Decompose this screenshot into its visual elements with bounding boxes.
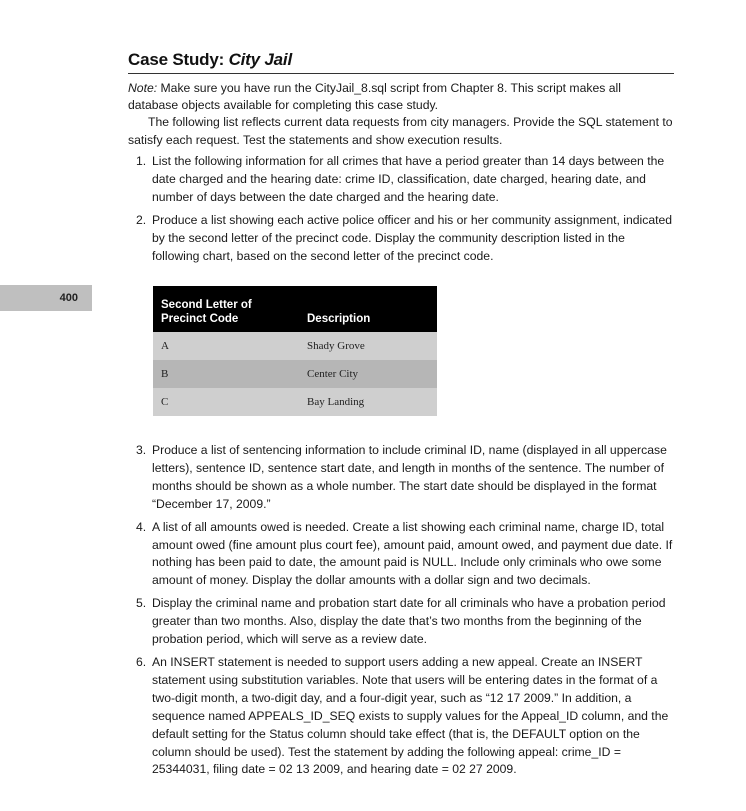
case-study-title [128,50,674,74]
cell-description: Center City [299,360,437,388]
list-item [128,595,674,649]
list-item [128,654,674,779]
list-item [128,153,674,207]
table-header-row [153,286,437,332]
header-second-letter: Second Letter of Precinct Code [153,286,299,332]
intro-section [128,80,674,149]
cell-letter: B [153,360,299,388]
item-text: List the following information for all crimes that have a period greater than 14 days between the date charged and the hearing date: crime ID, classification, date charged, hearing date, and number of days between the date charged and the hearing date. [152,154,665,204]
table-row [153,332,437,360]
item-number: 4. [136,519,147,534]
list-item [128,212,674,266]
item-number: 3. [136,443,147,457]
cell-description: Bay Landing [299,388,437,416]
cell-letter: A [153,332,299,360]
table-row [153,360,437,388]
item-number: 2. [136,212,147,227]
request-list-part-1 [128,153,674,270]
note-label: Note: [128,81,158,95]
item-number: 6. [136,654,147,669]
precinct-code-table [153,286,437,416]
intro-paragraph: The following list reflects current data requests from city managers. Provide the SQL statement to satisfy each request. Test the statements and show execution results. [128,115,673,147]
cell-letter: C [153,388,299,416]
title-italic: City Jail [228,50,292,69]
item-text: An INSERT statement is needed to support users adding a new appeal. Create an INSERT statement using substitution variables. Note that users will be entering dates in the format of a two-digit month, a two-digit day, and a four-digit year, such as “12 17 2009.” In addition, a sequence named APPEALS_ID_SEQ exists to supply values for the Appeal_ID column, and the default setting for the Status column should take effect (that is, the DEFAULT option on the column should be used). Test the statement by adding the following appeal: crime_ID = 25344031, filing date = 02 13 2009, and hearing date = 02 27 2009. [152,654,669,777]
title-prefix: Case Study: [128,50,229,69]
page-number-tab: 400 [0,285,92,311]
item-text: Produce a list of sentencing information to include criminal ID, name (displayed in all uppercase letters), sentence ID, sentence start date, and length in months of the sentence. The number of months should be shown as a whole number. The start date should be displayed in the format “December 17, 2009.” [152,443,667,511]
list-item [128,442,674,514]
request-list-part-2 [128,442,674,784]
note-paragraph [128,80,674,114]
item-text: A list of all amounts owed is needed. Create a list showing each criminal name, charge ID, total amount owed (fine amount plus court fee), amount paid, amount owed, and payment due date. If nothing has been paid to date, the amount paid is NULL. Include only criminals who owe some amount of money. Display the dollar amounts with a dollar sign and two decimals. [152,519,673,588]
item-text: Produce a list showing each active police officer and his or her community assignment, indicated by the second letter of the precinct code. Display the community description listed in the following chart, based on the second letter of the precinct code. [152,212,673,263]
note-text: Make sure you have run the CityJail_8.sql script from Chapter 8. This script makes all database objects available for completing this case study. [128,81,621,113]
table-row [153,388,437,416]
list-item [128,519,674,591]
item-number: 1. [136,154,147,168]
cell-description: Shady Grove [299,332,437,360]
item-number: 5. [136,596,147,611]
item-text: Display the criminal name and probation start date for all criminals who have a probation period greater than two months. Also, display the date that’s two months from the beginning of the probation period, which will serve as a review date. [152,596,666,647]
header-description: Description [299,286,437,332]
